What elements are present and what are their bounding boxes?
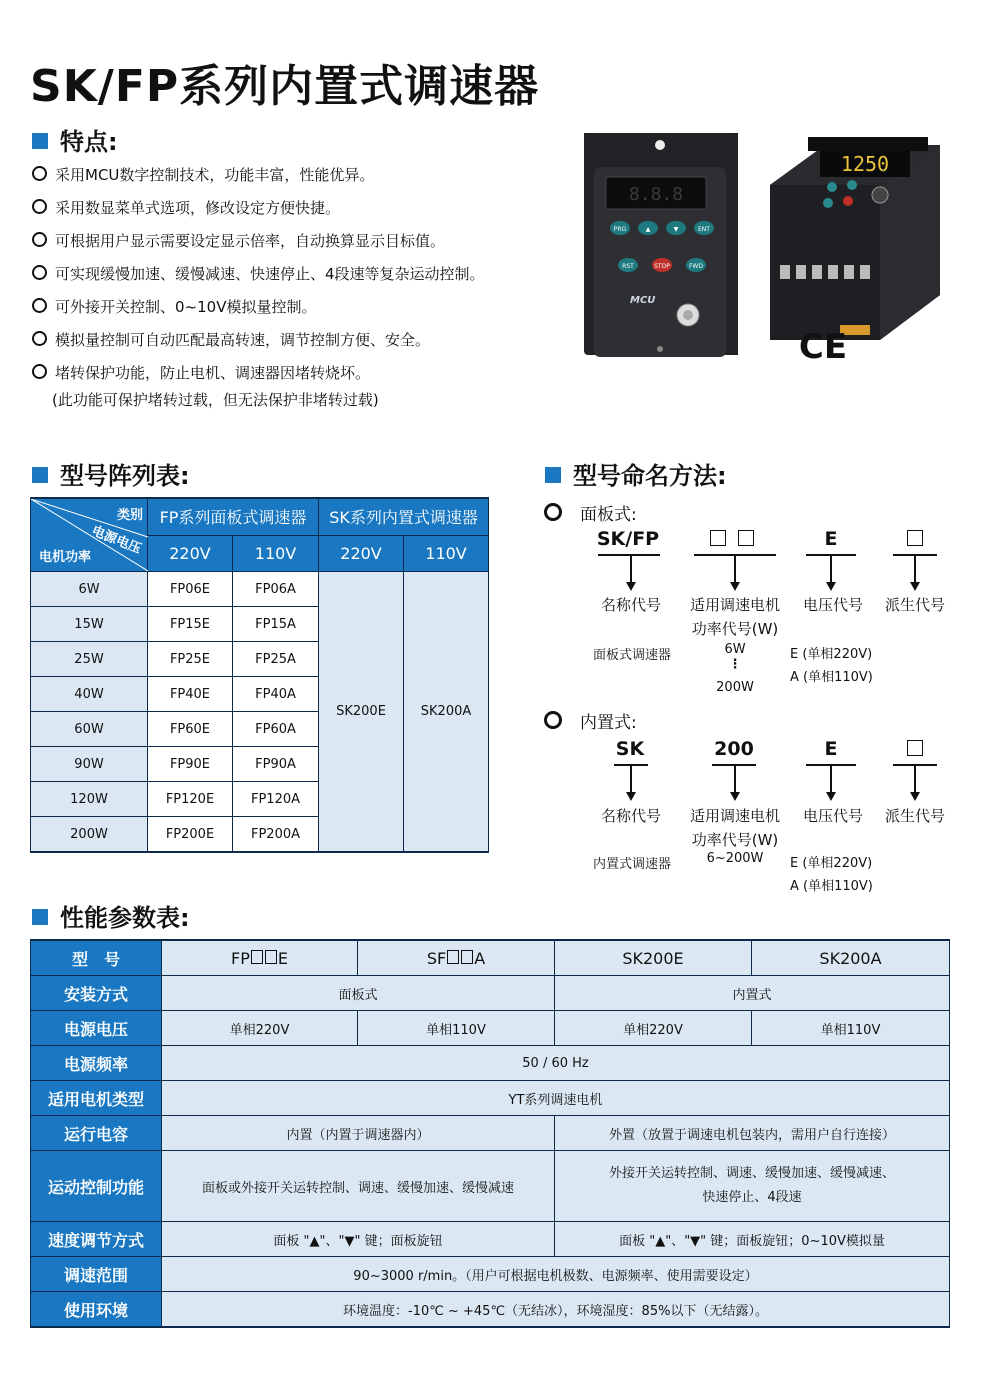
panel-name-desc: 面板式调速器 [592, 648, 671, 663]
panel-name-code: SK/FP [596, 528, 660, 550]
page-title: SK/FP系列内置式调速器 [30, 61, 540, 112]
table-row: 安装方式 面板式 内置式 [31, 976, 950, 1011]
panel-controller-image [584, 133, 738, 357]
panel-type-label: 面板式: [580, 505, 637, 525]
derive-code-label: 派生代号 [884, 596, 945, 614]
feature-item: 模拟量控制可自动匹配最高转速，调节控制方便、安全。 [32, 329, 430, 350]
feature-item: 可根据用户显示需要设定显示倍率，自动换算显示目标值。 [32, 230, 445, 251]
svg-text:RST: RST [622, 263, 634, 270]
model-matrix-table [30, 497, 489, 853]
table-row: 适用电机类型 YT系列调速电机 [31, 1081, 950, 1116]
features-heading [32, 122, 118, 157]
product-photo [580, 125, 960, 365]
naming-heading: 型号命名方法: [545, 456, 727, 491]
builtin-voltage-code: E [824, 738, 838, 760]
voltage-header: 110V [404, 535, 489, 572]
sk220-cell: SK200E [319, 572, 404, 853]
table-row: 型 号 FP E SF A SK200E SK200A [31, 940, 950, 976]
feature-item: 采用数显菜单式选项，修改设定方便快捷。 [32, 197, 340, 218]
svg-text:FWD: FWD [688, 263, 704, 270]
matrix-heading: 型号阵列表: [32, 456, 190, 491]
voltage-code-label: 电压代号 [802, 596, 863, 614]
bullet-icon [544, 711, 562, 729]
voltage-header: 110V [233, 535, 319, 572]
sk-series-header: SK系列内置式调速器 [319, 498, 489, 535]
feature-item: 可外接开关控制、0~10V模拟量控制。 [32, 296, 316, 317]
feature-item: 堵转保护功能，防止电机、调速器因堵转烧坏。 [32, 362, 370, 383]
feature-item: 采用MCU数字控制技术，功能丰富，性能优异。 [32, 164, 374, 185]
svg-text:STOP: STOP [654, 263, 670, 270]
table-row: 200W FP200E FP200A [31, 817, 489, 853]
table-row: 60W FP60E FP60A [31, 712, 489, 747]
table-row: 运动控制功能 面板或外接开关运转控制、调速、缓慢加速、缓慢减速 外接开关运转控制、调速、缓慢加速、缓慢减速、 快速停止、4段速 [31, 1151, 950, 1222]
features-heading-text: 特点: [60, 128, 118, 156]
table-row: 120W FP120E FP120A [31, 782, 489, 817]
matrix-corner-header: 类别 电源电压 电机功率 [31, 498, 148, 572]
builtin-type-label: 内置式: [580, 713, 637, 733]
voltage-header: 220V [148, 535, 233, 572]
power-code-label-2: 功率代号(W) [691, 620, 779, 638]
fp-series-header: FP系列面板式调速器 [148, 498, 319, 535]
svg-text:8.8.8: 8.8.8 [628, 184, 684, 205]
panel-power-code-boxes [694, 528, 770, 550]
table-row: 速度调节方式 面板 "▲"、"▼" 键；面板旋钮 面板 "▲"、"▼" 键；面板旋钮；0~10V模拟量 [31, 1222, 950, 1257]
feature-item: 可实现缓慢加速、缓慢减速、快速停止、4段速等复杂运动控制。 [32, 263, 485, 284]
svg-text:▲: ▲ [645, 226, 651, 233]
table-row: 15W FP15E FP15A [31, 607, 489, 642]
table-row: 使用环境 环境温度：-10℃ ~ +45℃（无结冰），环境湿度：85%以下（无结露）。 [31, 1292, 950, 1328]
builtin-name-code: SK [615, 738, 645, 760]
panel-derive-box [893, 528, 937, 550]
svg-text:ENT: ENT [698, 226, 710, 233]
section-marker [32, 133, 48, 149]
name-code-label: 名称代号 [600, 596, 661, 614]
performance-heading: 性能参数表: [32, 898, 190, 933]
table-row: 调速范围 90~3000 r/min。（用户可根据电机极数、电源频率、使用需要设定） [31, 1257, 950, 1292]
svg-text:▼: ▼ [673, 226, 679, 233]
svg-text:1250: 1250 [840, 152, 890, 176]
ce-mark-icon: CE [798, 327, 848, 365]
performance-table [30, 939, 950, 1328]
svg-text:MCU: MCU [630, 295, 656, 306]
power-code-label: 适用调速电机 [689, 596, 780, 614]
table-row: 电源电压 单相220V 单相110V 单相220V 单相110V [31, 1011, 950, 1046]
voltage-header: 220V [319, 535, 404, 572]
bullet-icon [544, 503, 562, 521]
table-row: 运行电容 内置（内置于调速器内） 外置（放置于调速电机包装内，需用户自行连接） [31, 1116, 950, 1151]
builtin-power-code: 200 [714, 738, 754, 760]
builtin-derive-box [893, 738, 937, 760]
table-row: 40W FP40E FP40A [31, 677, 489, 712]
table-row: 电源频率 50 / 60 Hz [31, 1046, 950, 1081]
panel-voltage-code: E [824, 528, 838, 550]
sk110-cell: SK200A [404, 572, 489, 853]
table-row: 6W FP06E FP06A SK200E SK200A [31, 572, 489, 607]
builtin-controller-image [770, 137, 940, 365]
svg-text:PRG: PRG [613, 226, 627, 233]
table-row: 25W FP25E FP25A [31, 642, 489, 677]
table-row: 90W FP90E FP90A [31, 747, 489, 782]
feature-note: (此功能可保护堵转过载，但无法保护非堵转过载) [52, 391, 379, 409]
